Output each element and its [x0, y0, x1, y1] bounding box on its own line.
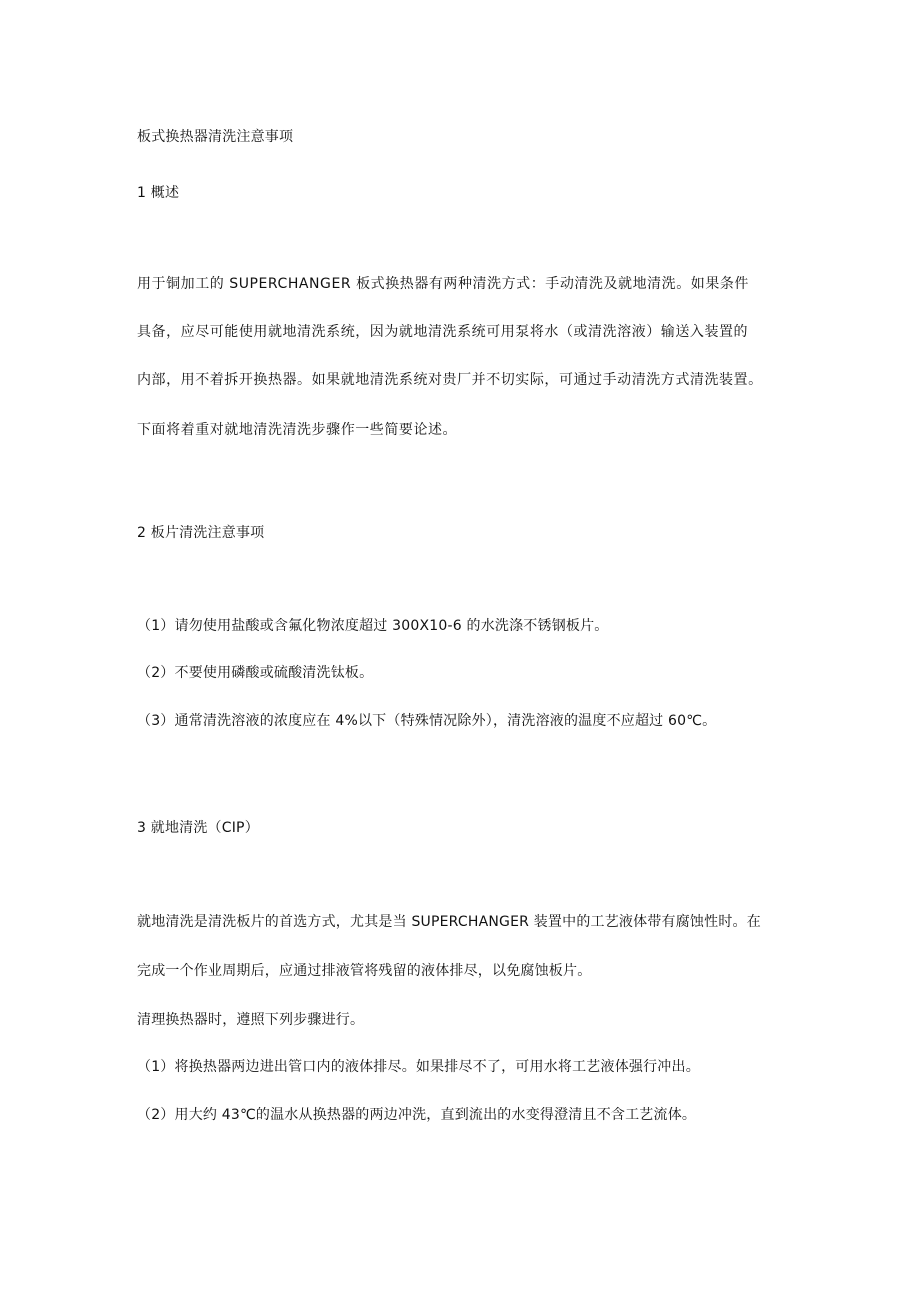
section-3-paragraph-line: 就地清洗是清洗板片的首选方式，尤其是当 SUPERCHANGER 装置中的工艺液体带有腐蚀性时。在: [137, 914, 761, 930]
section-1-paragraph-line: 内部，用不着拆开换热器。如果就地清洗系统对贵厂并不切实际，可通过手动清洗方式清洗装置。: [137, 372, 763, 388]
section-2-heading: 2 板片清洗注意事项: [137, 525, 265, 541]
section-3-step: （1）将换热器两边进出管口内的液体排尽。如果排尽不了，可用水将工艺液体强行冲出。: [137, 1059, 700, 1075]
section-2-item: （2）不要使用磷酸或硫酸清洗钛板。: [137, 665, 374, 681]
section-1-heading: 1 概述: [137, 185, 180, 201]
section-3-step: （2）用大约 43℃的温水从换热器的两边冲洗，直到流出的水变得澄清且不含工艺流体。: [137, 1107, 697, 1123]
section-2-item: （1）请勿使用盐酸或含氟化物浓度超过 300X10-6 的水洗涤不锈钢板片。: [137, 618, 609, 634]
section-1-paragraph-line: 具备，应尽可能使用就地清洗系统，因为就地清洗系统可用泵将水（或清洗溶液）输送入装置的: [137, 324, 749, 340]
section-1-paragraph-line: 下面将着重对就地清洗清洗步骤作一些简要论述。: [137, 422, 458, 438]
section-3-paragraph-line: 完成一个作业周期后，应通过排液管将残留的液体排尽，以免腐蚀板片。: [137, 963, 592, 979]
section-3-intro: 清理换热器时，遵照下列步骤进行。: [137, 1012, 365, 1028]
document-title: 板式换热器清洗注意事项: [137, 129, 294, 145]
section-2-item: （3）通常清洗溶液的浓度应在 4%以下（特殊情况除外），清洗溶液的温度不应超过 60℃。: [137, 713, 717, 729]
section-1-paragraph-line: 用于铜加工的 SUPERCHANGER 板式换热器有两种清洗方式：手动清洗及就地清洗。如果条件: [137, 276, 749, 292]
section-3-heading: 3 就地清洗（CIP）: [137, 820, 259, 836]
